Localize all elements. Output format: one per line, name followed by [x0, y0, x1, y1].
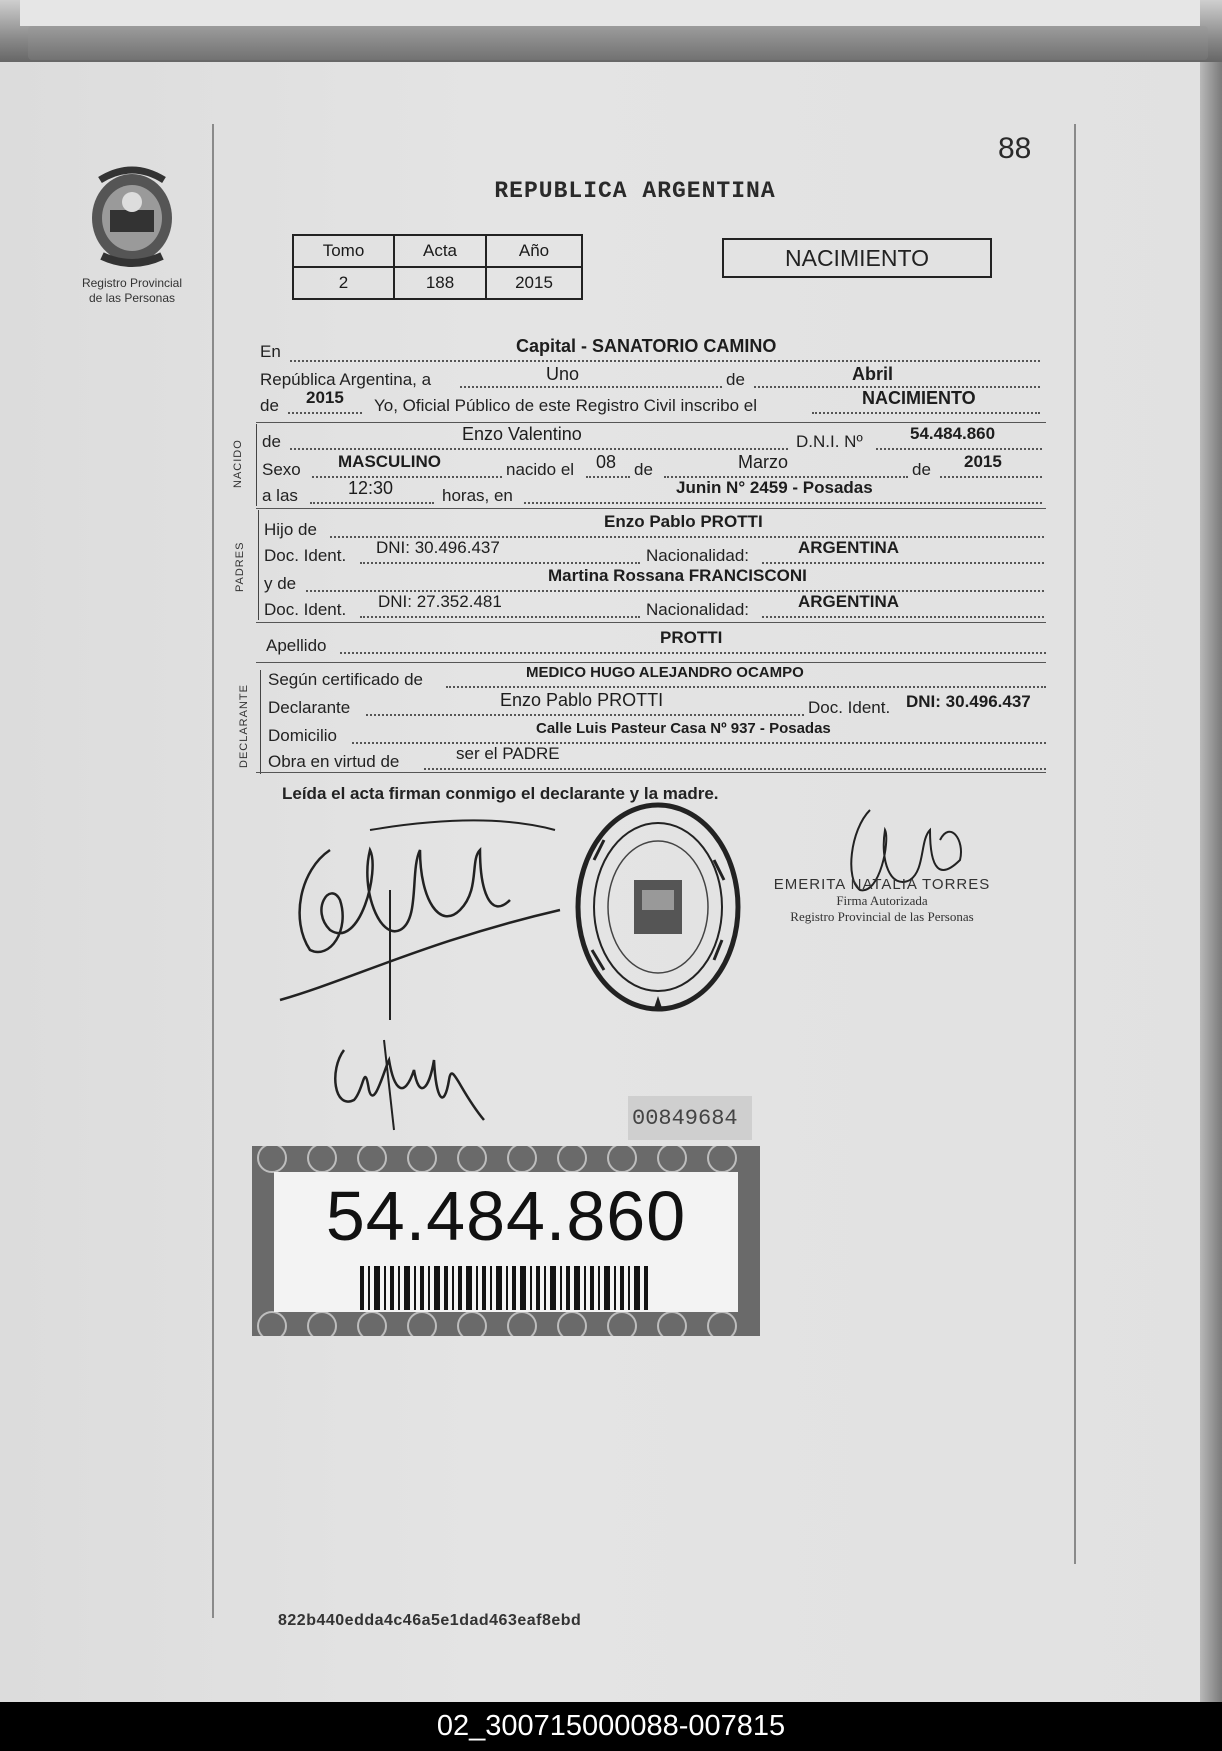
- father-nationality: ARGENTINA: [798, 538, 900, 557]
- registry-stamp-icon: [574, 800, 742, 1014]
- de3-label: de: [912, 460, 931, 479]
- horas-label: horas, en: [442, 486, 513, 505]
- statement-text: Yo, Oficial Público de este Registro Civil inscribo el: [374, 396, 757, 415]
- province-seal-icon: [82, 160, 182, 270]
- nacido-section-rule: [256, 424, 257, 506]
- month-value: Abril: [852, 364, 894, 384]
- republica-label: República Argentina, a: [260, 370, 432, 389]
- year-value: 2015: [306, 388, 344, 407]
- declarante-doc: DNI: 30.496.437: [906, 692, 1031, 711]
- y-de-label: y de: [264, 574, 297, 593]
- registered-value: NACIMIENTO: [862, 388, 976, 408]
- madre-nac-label: Nacionalidad:: [646, 600, 750, 619]
- declarante-label: Declarante: [268, 698, 351, 717]
- padres-section-label: PADRES: [234, 541, 246, 592]
- binder-strip: [0, 0, 1222, 70]
- dni-label: D.N.I. Nº: [796, 432, 863, 451]
- acta-header: Acta: [394, 235, 486, 267]
- registry-table: [292, 234, 583, 300]
- declarante-section-label: DECLARANTE: [238, 684, 250, 768]
- acta-value: 188: [394, 267, 486, 299]
- anio-header: Año: [486, 235, 582, 267]
- year-label: de: [260, 396, 279, 415]
- birth-month: Marzo: [738, 452, 789, 472]
- right-margin-line: [1074, 124, 1076, 1564]
- padres-top-rule: [256, 508, 1046, 509]
- act-type-box: NACIMIENTO: [722, 238, 992, 278]
- dni-sticker-inner: [274, 1172, 738, 1312]
- de-label: de: [726, 370, 745, 389]
- day-value: Uno: [546, 364, 580, 384]
- page-number: 88: [998, 132, 1032, 165]
- mother-name: Martina Rossana FRANCISCONI: [548, 566, 807, 585]
- domicilio-value: Calle Luis Pasteur Casa Nº 937 - Posadas: [536, 720, 831, 737]
- dni-sticker: [252, 1146, 760, 1336]
- certificado-label: Según certificado de: [268, 670, 423, 689]
- page-edge-shadow: [1200, 62, 1222, 1702]
- padre-doc-label: Doc. Ident.: [264, 546, 347, 565]
- footer-filename: 02_300715000088-007815: [436, 1710, 786, 1742]
- obra-label: Obra en virtud de: [268, 752, 400, 771]
- sexo-value: MASCULINO: [338, 452, 441, 471]
- officer-block: [762, 876, 1002, 925]
- country-title: REPUBLICA ARGENTINA: [494, 178, 776, 204]
- binder-bar: [28, 26, 1208, 60]
- de2-label: de: [634, 460, 653, 479]
- closing-statement: Leída el acta firman conmigo el declarante y la madre.: [282, 784, 719, 803]
- hora-value: 12:30: [348, 478, 394, 498]
- place-value: Capital - SANATORIO CAMINO: [516, 336, 777, 356]
- birth-year: 2015: [964, 452, 1002, 471]
- declarante-value: Enzo Pablo PROTTI: [500, 690, 664, 710]
- logo-caption-2: de las Personas: [88, 291, 176, 305]
- tomo-header: Tomo: [293, 235, 394, 267]
- footer-bar: [0, 1702, 1222, 1751]
- declarant-signature: [270, 810, 570, 1020]
- en-label: En: [260, 342, 281, 361]
- hijo-de-label: Hijo de: [264, 520, 317, 539]
- child-dni: 54.484.860: [910, 424, 996, 443]
- month-line: [754, 368, 1040, 388]
- paper-edge: [20, 0, 1200, 26]
- madre-doc-label: Doc. Ident.: [264, 600, 347, 619]
- officer-role-1: Firma Autorizada: [836, 893, 928, 908]
- serial-number-box: [628, 1096, 752, 1140]
- day-line: [460, 368, 722, 388]
- father-name: Enzo Pablo PROTTI: [604, 512, 763, 531]
- mother-signature: [324, 1030, 494, 1140]
- nacido-de-label: de: [262, 432, 281, 451]
- apellido-bottom-rule: [256, 662, 1046, 663]
- mother-doc: DNI: 27.352.481: [378, 592, 502, 611]
- nacido-el-label: nacido el: [506, 460, 575, 479]
- barcode-icon: [274, 1172, 738, 1312]
- padre-nac-label: Nacionalidad:: [646, 546, 750, 565]
- anio-value: 2015: [486, 267, 582, 299]
- obra-value: ser el PADRE: [456, 744, 560, 763]
- apellido-top-rule: [256, 622, 1046, 623]
- nacido-section-label: NACIDO: [232, 439, 244, 488]
- domicilio-label: Domicilio: [268, 726, 337, 745]
- serial-number: 00849684: [632, 1106, 738, 1131]
- apellido-label: Apellido: [266, 636, 327, 655]
- document-hash: 822b440edda4c46a5e1dad463eaf8ebd: [278, 1612, 582, 1629]
- dni-sticker-number: 54.484.860: [325, 1177, 687, 1255]
- birth-day: 08: [596, 452, 617, 472]
- officer-role-2: Registro Provincial de las Personas: [790, 909, 974, 924]
- officer-name: EMERITA NATALIA TORRES: [773, 876, 991, 893]
- tomo-value: 2: [293, 267, 394, 299]
- apellido-value: PROTTI: [660, 628, 723, 647]
- declarante-section-rule: [260, 670, 261, 774]
- declarante-bottom-rule: [256, 772, 1046, 773]
- birth-place: Junin N° 2459 - Posadas: [676, 478, 873, 497]
- mother-nationality: ARGENTINA: [798, 592, 900, 611]
- sexo-label: Sexo: [262, 460, 301, 479]
- nacido-top-rule: [256, 422, 1046, 423]
- hora-label: a las: [262, 486, 298, 505]
- padres-section-rule: [258, 510, 259, 620]
- declarante-doc-label: Doc. Ident.: [808, 698, 891, 717]
- logo-caption-1: Registro Provincial: [81, 276, 183, 290]
- province-logo: [72, 160, 192, 305]
- certificado-value: MEDICO HUGO ALEJANDRO OCAMPO: [526, 664, 804, 681]
- child-name: Enzo Valentino: [462, 424, 582, 444]
- father-doc: DNI: 30.496.437: [376, 538, 500, 557]
- left-margin-line: [212, 124, 214, 1618]
